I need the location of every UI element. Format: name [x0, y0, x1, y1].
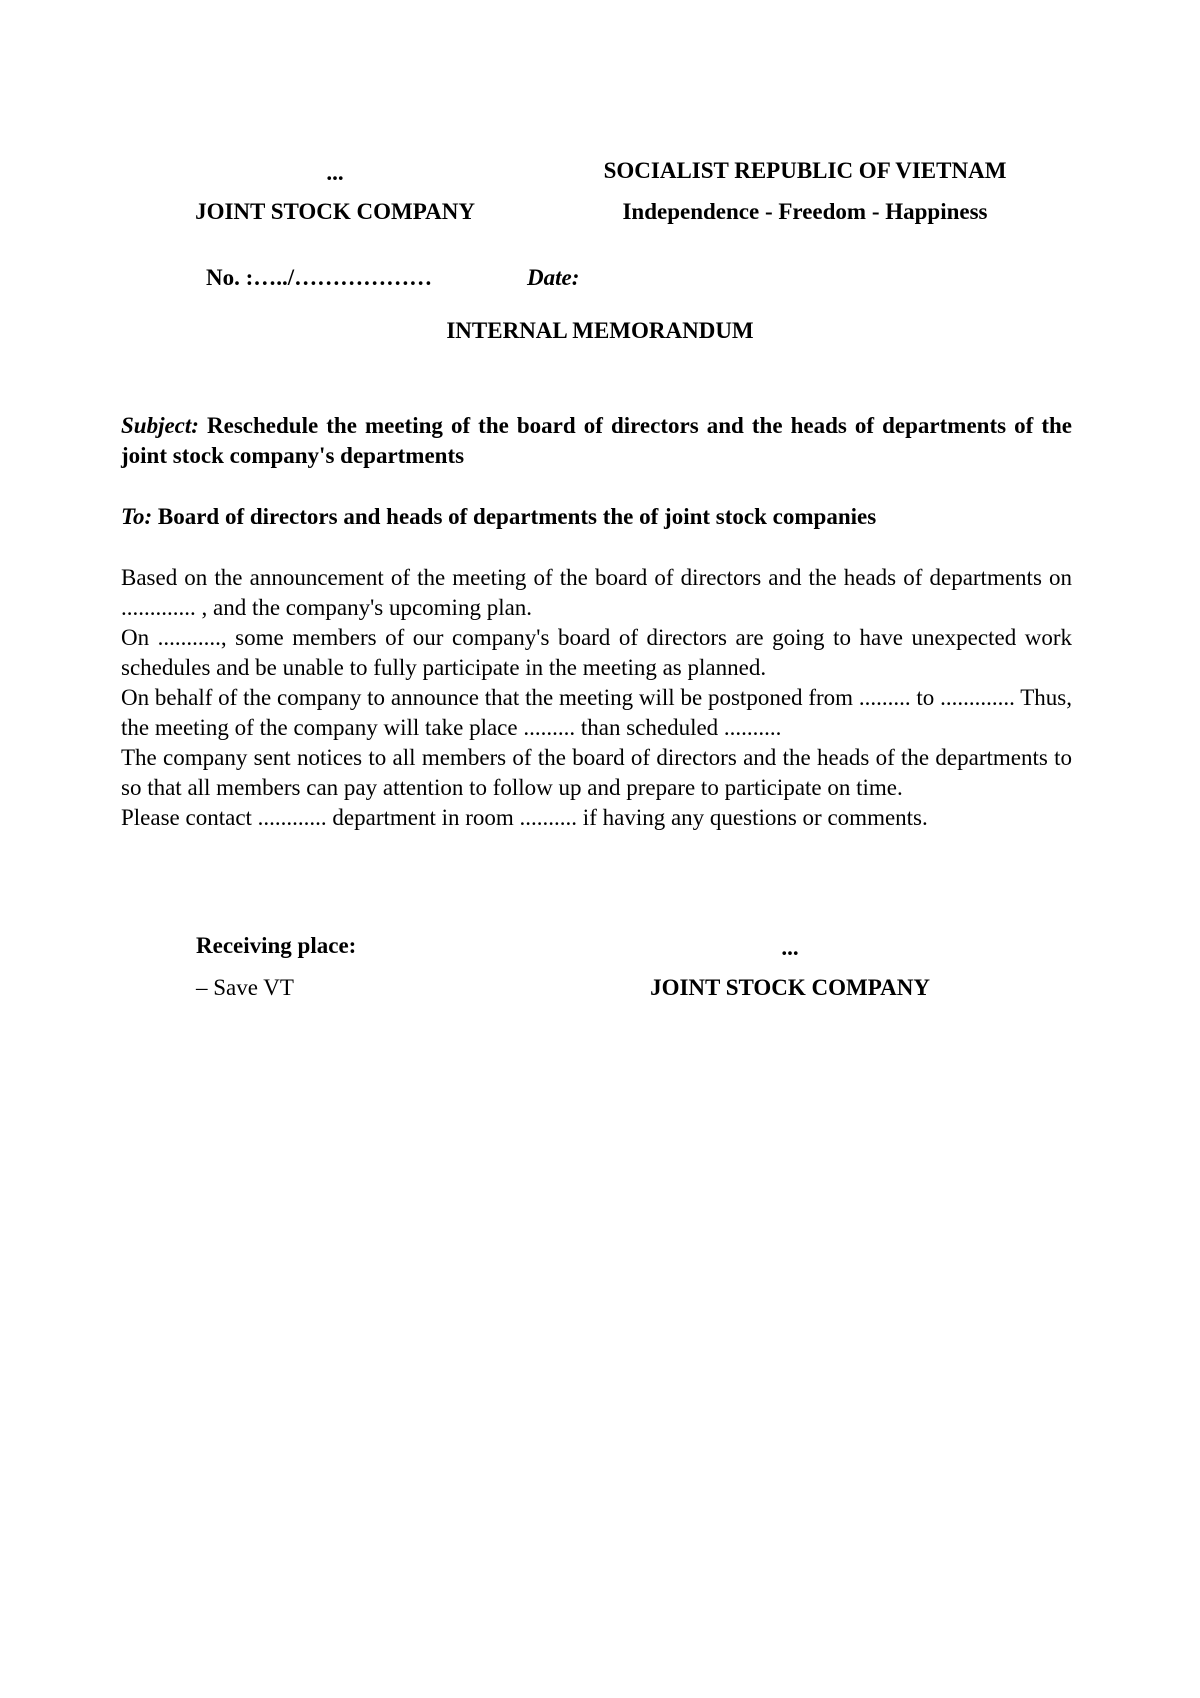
body-paragraph: Based on the announcement of the meeting of the board of directors and the heads of departments on ............. , and the company's upcoming plan. [121, 565, 1072, 620]
memo-body [121, 563, 1072, 833]
body-paragraph: On ..........., some members of our company's board of directors are going to have unexpected work schedules and be unable to fully participate in the meeting as planned. [121, 625, 1072, 680]
signature-org-name: JOINT STOCK COMPANY [650, 975, 930, 1000]
national-motto: Independence - Freedom - Happiness [622, 199, 988, 224]
body-paragraph: Please contact ............ department in room .......... if having any questions or comments. [121, 805, 928, 830]
org-name: JOINT STOCK COMPANY [195, 199, 475, 224]
subject-line [121, 411, 1072, 471]
receiving-place-item: – Save VT [196, 975, 294, 1000]
subject-text: Reschedule the meeting of the board of directors and the heads of departments of the joint stock company's departments [121, 413, 1072, 468]
recipient-line [121, 502, 1072, 532]
signature-ellipsis: ... [781, 935, 799, 960]
receiving-place-label: Receiving place: [196, 933, 357, 958]
document-title: INTERNAL MEMORANDUM [446, 318, 754, 343]
document-number: No. :…../……………… [206, 265, 433, 290]
subject-label: Subject: [121, 413, 199, 438]
body-paragraph: On behalf of the company to announce that the meeting will be postponed from ......... to ............. Thus, the meeting of the company will take place ......... than scheduled .......... [121, 685, 1072, 740]
country-name: SOCIALIST REPUBLIC OF VIETNAM [603, 158, 1007, 183]
to-label: To: [121, 504, 153, 529]
document-date-label: Date: [527, 265, 580, 290]
body-paragraph: The company sent notices to all members of the board of directors and the heads of the departments to so that all members can pay attention to follow up and prepare to participate on time. [121, 745, 1072, 800]
to-text: Board of directors and heads of departments the of joint stock companies [157, 504, 877, 529]
org-ellipsis: ... [326, 160, 344, 185]
